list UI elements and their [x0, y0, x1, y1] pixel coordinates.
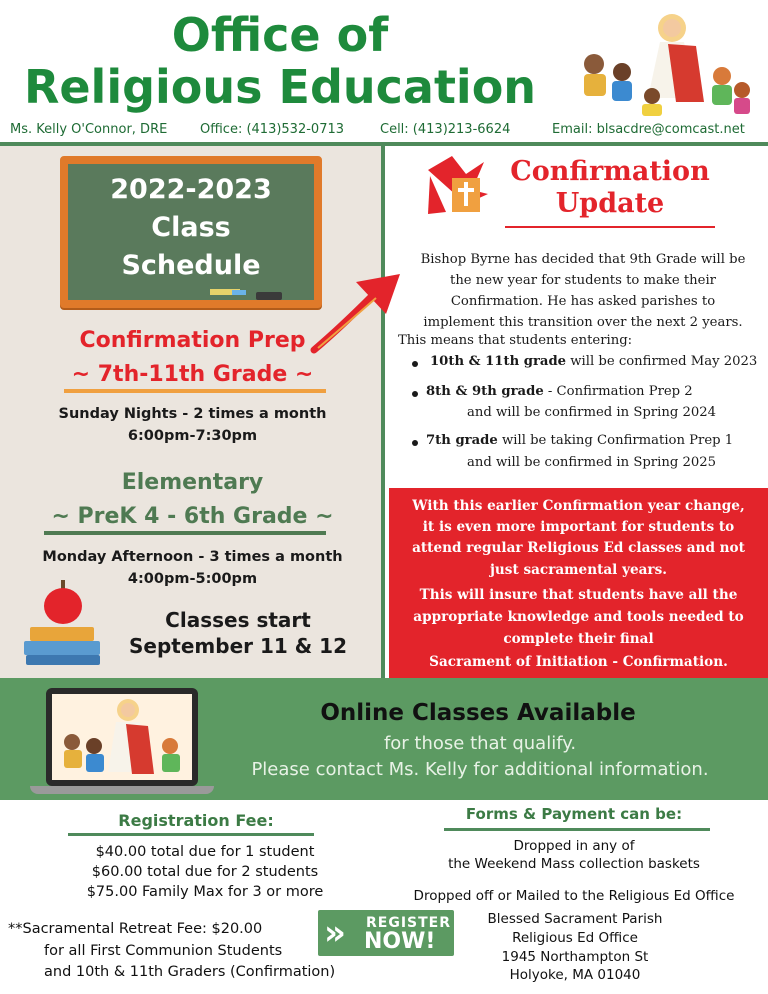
online-classes-subtitle: for those that qualify. [383, 733, 577, 754]
eraser [256, 292, 282, 300]
registration-fee-title: Registration Fee: [118, 811, 274, 830]
book-icon [26, 655, 100, 665]
page-title-line2: Religious Education [23, 60, 537, 114]
notice-line: Sacrament of Initiation - Confirmation. [429, 654, 728, 670]
chalk-blue [232, 290, 246, 295]
confirmation-prep-schedule-days: Sunday Nights - 2 times a month [58, 406, 327, 422]
address-line: Blessed Sacrament Parish [487, 911, 663, 927]
payment-dropped-line: Dropped in any of [513, 838, 635, 854]
retreat-fee-line: **Sacramental Retreat Fee: $20.00 [8, 921, 263, 937]
fee-line: $75.00 Family Max for 3 or more [86, 884, 324, 900]
update-paragraph-line: the new year for students to make their [450, 273, 716, 288]
confirmation-update-title: Confirmation [510, 156, 710, 187]
email-link[interactable]: Email: blsacdre@comcast.net [552, 122, 745, 137]
fee-line: $60.00 total due for 2 students [91, 864, 319, 880]
elementary-title: Elementary [121, 470, 264, 495]
address-line: Holyoke, MA 01040 [509, 967, 641, 983]
online-classes-contact: Please contact Ms. Kelly for additional information. [251, 759, 709, 780]
bullet-continuation: and will be confirmed in Spring 2024 [467, 405, 717, 420]
payment-mailed-line: Dropped off or Mailed to the Religious Ed Office [413, 888, 735, 904]
bullet-grade: 7th grade will be taking Confirmation Prep 1 [426, 433, 734, 448]
notice-line: This will insure that students have all the [419, 587, 738, 603]
retreat-fee-line: for all First Communion Students [44, 943, 283, 959]
register-now-label: NOW! [364, 929, 436, 954]
update-paragraph-line: implement this transition over the next 2 years. [423, 315, 743, 330]
cell-phone: Cell: (413)213-6624 [380, 122, 511, 137]
confirmation-update-subtitle: Update [555, 188, 665, 219]
chalkboard-year: 2022-2023 [110, 174, 272, 205]
double-chevron-right-icon: » [324, 913, 346, 953]
confirmation-prep-grades: ~ 7th-11th Grade ~ [71, 362, 314, 387]
confirmation-prep-title: Confirmation Prep [79, 328, 306, 353]
bullet-dot [412, 361, 418, 367]
bullet-dot [412, 440, 418, 446]
elementary-grades: ~ PreK 4 - 6th Grade ~ [51, 504, 334, 529]
chalkboard-schedule: Schedule [121, 250, 261, 281]
elementary-underline [44, 531, 326, 535]
laptop-base [30, 786, 214, 794]
notice-line: attend regular Religious Ed classes and not [412, 540, 745, 556]
notice-line: complete their final [503, 631, 654, 647]
office-phone: Office: (413)532-0713 [200, 122, 345, 137]
book-icon [30, 627, 94, 641]
apple-icon [44, 588, 82, 624]
register-now-button[interactable] [318, 910, 454, 956]
payment-dropped-line: the Weekend Mass collection baskets [448, 856, 700, 872]
bullet-grade: 8th & 9th grade - Confirmation Prep 2 [426, 384, 693, 399]
classes-start-date: September 11 & 12 [129, 634, 347, 658]
online-classes-title: Online Classes Available [320, 700, 636, 726]
jesus-with-children-illustration [572, 6, 762, 118]
notice-line: it is even more important for students to [422, 519, 735, 535]
notice-line: appropriate knowledge and tools needed to [413, 609, 744, 625]
chalkboard [60, 156, 322, 308]
notice-line: just sacramental years. [490, 562, 667, 578]
update-paragraph-line: Bishop Byrne has decided that 9th Grade will be [420, 252, 746, 267]
confirmation-prep-underline [64, 389, 326, 393]
payment-rule [444, 828, 710, 831]
confirmation-prep-schedule-time: 6:00pm-7:30pm [127, 428, 258, 444]
bullet-grade: 10th & 11th grade will be confirmed May 2023 [430, 354, 758, 369]
retreat-fee-line: and 10th & 11th Graders (Confirmation) [44, 964, 336, 980]
fee-line: $40.00 total due for 1 student [95, 844, 315, 860]
elementary-schedule-time: 4:00pm-5:00pm [127, 571, 258, 587]
update-paragraph-line: Confirmation. He has asked parishes to [450, 294, 716, 309]
elementary-schedule-days: Monday Afternoon - 3 times a month [42, 549, 343, 565]
classes-start-label: Classes start [165, 608, 311, 632]
update-intro: This means that students entering: [398, 333, 633, 348]
registration-fee-rule [68, 833, 314, 836]
chalkboard-class: Class [151, 212, 231, 243]
bullet-continuation: and will be confirmed in Spring 2025 [467, 455, 717, 470]
confirmation-update-rule [505, 226, 715, 228]
register-label: REGISTER [366, 915, 452, 931]
dove-cross-icon [422, 152, 494, 224]
address-line: 1945 Northampton St [501, 949, 649, 965]
notice-line: With this earlier Confirmation year change, [412, 498, 745, 514]
book-icon [24, 641, 100, 655]
address-line: Religious Ed Office [512, 930, 638, 946]
bullet-dot [412, 391, 418, 397]
payment-title: Forms & Payment can be: [465, 805, 683, 823]
page-title-line1: Office of [171, 8, 389, 62]
contact-name: Ms. Kelly O'Connor, DRE [10, 122, 168, 137]
laptop-with-jesus-illustration [52, 694, 192, 780]
